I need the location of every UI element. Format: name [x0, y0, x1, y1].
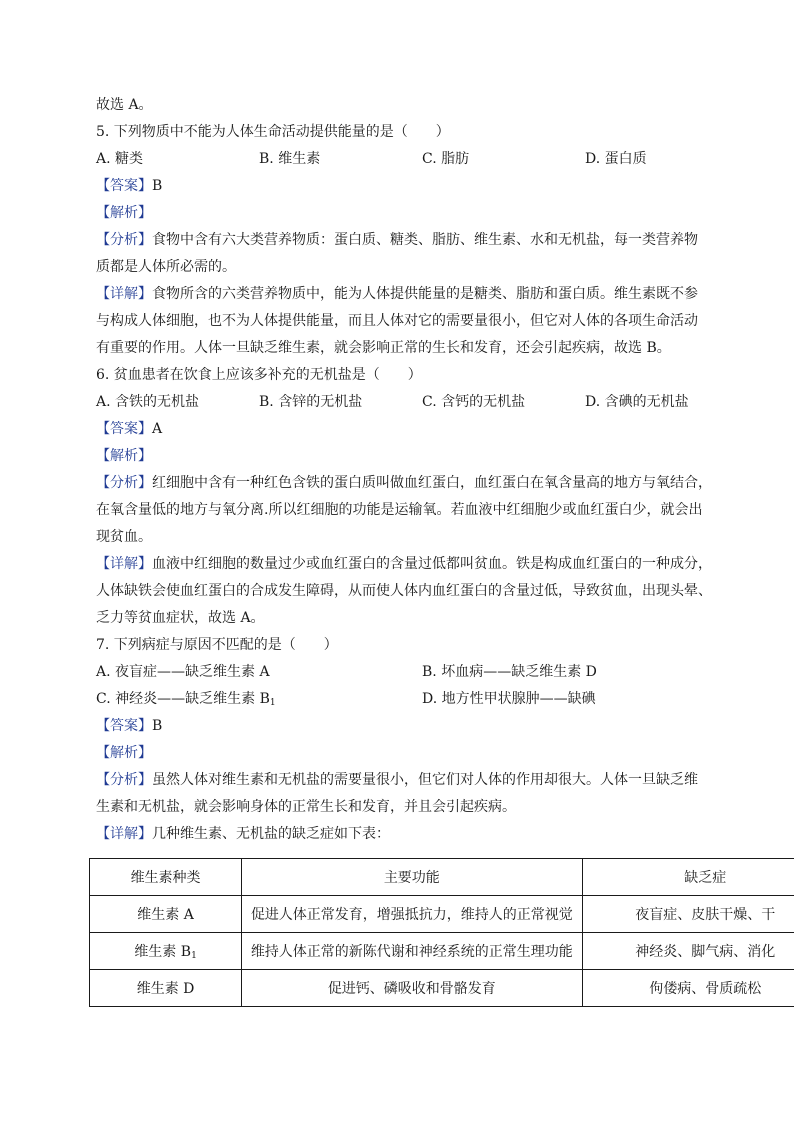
question-5-options	[96, 146, 794, 173]
option-c: C. 脂肪	[422, 151, 470, 167]
text-line: 质都是人体所必需的。	[96, 259, 236, 275]
answer-tag: 【答案】	[96, 421, 152, 437]
cell-text: 维生素 A	[137, 907, 194, 923]
function-cell: 促进钙、磷吸收和骨骼发育	[242, 970, 582, 1007]
text-line	[96, 470, 794, 497]
text-line: 故选 A。	[96, 97, 153, 113]
text-line: 有重要的作用。人体一旦缺乏维生素，就会影响正常的生长和发育，还会引起疾病，故选 B。	[96, 340, 671, 356]
text-span: 食物所含的六类营养物质中，能为人体提供能量的是糖类、脂肪和蛋白质。维生素既不参	[152, 286, 698, 302]
deficiency-cell: 夜盲症、皮肤干燥、干	[582, 896, 794, 933]
answer-value: A	[152, 421, 163, 437]
vitamin-name-cell	[90, 896, 242, 933]
fenxi-tag: 【分析】	[96, 232, 152, 248]
header-cell: 主要功能	[242, 859, 582, 896]
option-a: A. 含铁的无机盐	[96, 394, 200, 410]
text-span: 血液中红细胞的数量过少或血红蛋白的含量过低都叫贫血。铁是构成血红蛋白的一种成分，	[152, 556, 712, 572]
cell-text: 维生素 D	[136, 981, 195, 997]
function-cell: 促进人体正常发育，增强抵抗力，维持人的正常视觉	[242, 896, 582, 933]
table-row	[90, 933, 794, 970]
text-span: 食物中含有六大类营养物质：蛋白质、糖类、脂肪、维生素、水和无机盐，每一类营养物	[152, 232, 698, 248]
vitamin-name-cell	[90, 970, 242, 1007]
question-6-options	[96, 389, 794, 416]
question-6: 6. 贫血患者在饮食上应该多补充的无机盐是（ ）	[96, 367, 422, 383]
vitamin-name-cell	[90, 933, 242, 970]
analysis-tag: 【解析】	[96, 745, 152, 761]
deficiency-cell: 佝偻病、骨质疏松	[582, 970, 794, 1007]
text-span: 红细胞中含有一种红色含铁的蛋白质叫做血红蛋白，血红蛋白在氧含量高的地方与氧结合，	[152, 475, 712, 491]
text-line: 乏力等贫血症状，故选 A。	[96, 610, 265, 626]
text-line: 人体缺铁会使血红蛋白的合成发生障碍，从而使人体内血红蛋白的含量过低，导致贫血，出现头晕、	[96, 583, 712, 599]
option-c	[96, 686, 422, 713]
table-row	[90, 896, 794, 933]
option-d: D. 蛋白质	[585, 151, 647, 167]
option-b: B. 含锌的无机盐	[259, 394, 363, 410]
text-line: 生素和无机盐，就会影响身体的正常生长和发育，并且会引起疾病。	[96, 799, 516, 815]
option-a: A. 夜盲症——缺乏维生素 A	[96, 664, 270, 680]
function-cell: 维持人体正常的新陈代谢和神经系统的正常生理功能	[242, 933, 582, 970]
table-header-row	[90, 859, 794, 896]
answer-value: B	[152, 718, 163, 734]
answer-line	[96, 173, 794, 200]
header-cell: 维生素种类	[90, 859, 242, 896]
text-line	[96, 821, 794, 848]
header-cell: 缺乏症	[582, 859, 794, 896]
question-7: 7. 下列病症与原因不匹配的是（ ）	[96, 637, 338, 653]
table-row	[90, 970, 794, 1007]
question-5: 5. 下列物质中不能为人体生命活动提供能量的是（ ）	[96, 124, 450, 140]
option-b: B. 坏血病——缺乏维生素 D	[422, 664, 597, 680]
text-line	[96, 281, 794, 308]
xiangjie-tag: 【详解】	[96, 556, 152, 572]
text-span: 几种维生素、无机盐的缺乏症如下表：	[152, 826, 390, 842]
question-7-options-cd	[96, 686, 794, 713]
text-line	[96, 227, 794, 254]
fenxi-tag: 【分析】	[96, 475, 152, 491]
question-7-options-ab	[96, 659, 794, 686]
option-b: B. 维生素	[259, 151, 321, 167]
xiangjie-tag: 【详解】	[96, 286, 152, 302]
text-line	[96, 551, 794, 578]
option-c-text: C. 神经炎——缺乏维生素 B	[96, 691, 270, 707]
cell-text: 维生素 B	[134, 944, 192, 960]
analysis-tag: 【解析】	[96, 205, 152, 221]
text-line: 现贫血。	[96, 529, 152, 545]
answer-line	[96, 416, 794, 443]
text-line: 在氧含量低的地方与氧分离.所以红细胞的功能是运输氧。若血液中红细胞少或血红蛋白少，就会出	[96, 502, 703, 518]
fenxi-tag: 【分析】	[96, 772, 152, 788]
vitamin-table	[89, 858, 794, 1007]
text-line: 与构成人体细胞，也不为人体提供能量，而且人体对它的需要量很小，但它对人体的各项生命活动	[96, 313, 698, 329]
option-d: D. 地方性甲状腺肿——缺碘	[422, 691, 596, 707]
text-line	[96, 767, 794, 794]
deficiency-cell: 神经炎、脚气病、消化	[582, 933, 794, 970]
document-page	[96, 92, 794, 848]
option-c: C. 含钙的无机盐	[422, 394, 526, 410]
analysis-tag: 【解析】	[96, 448, 152, 464]
xiangjie-tag: 【详解】	[96, 826, 152, 842]
option-a: A. 糖类	[96, 151, 144, 167]
subscript: 1	[269, 698, 276, 708]
answer-line	[96, 713, 794, 740]
answer-value: B	[152, 178, 163, 194]
text-span: 虽然人体对维生素和无机盐的需要量很小，但它们对人体的作用却很大。人体一旦缺乏维	[152, 772, 698, 788]
answer-tag: 【答案】	[96, 178, 152, 194]
answer-tag: 【答案】	[96, 718, 152, 734]
subscript: 1	[191, 951, 197, 961]
option-d: D. 含碘的无机盐	[585, 394, 689, 410]
